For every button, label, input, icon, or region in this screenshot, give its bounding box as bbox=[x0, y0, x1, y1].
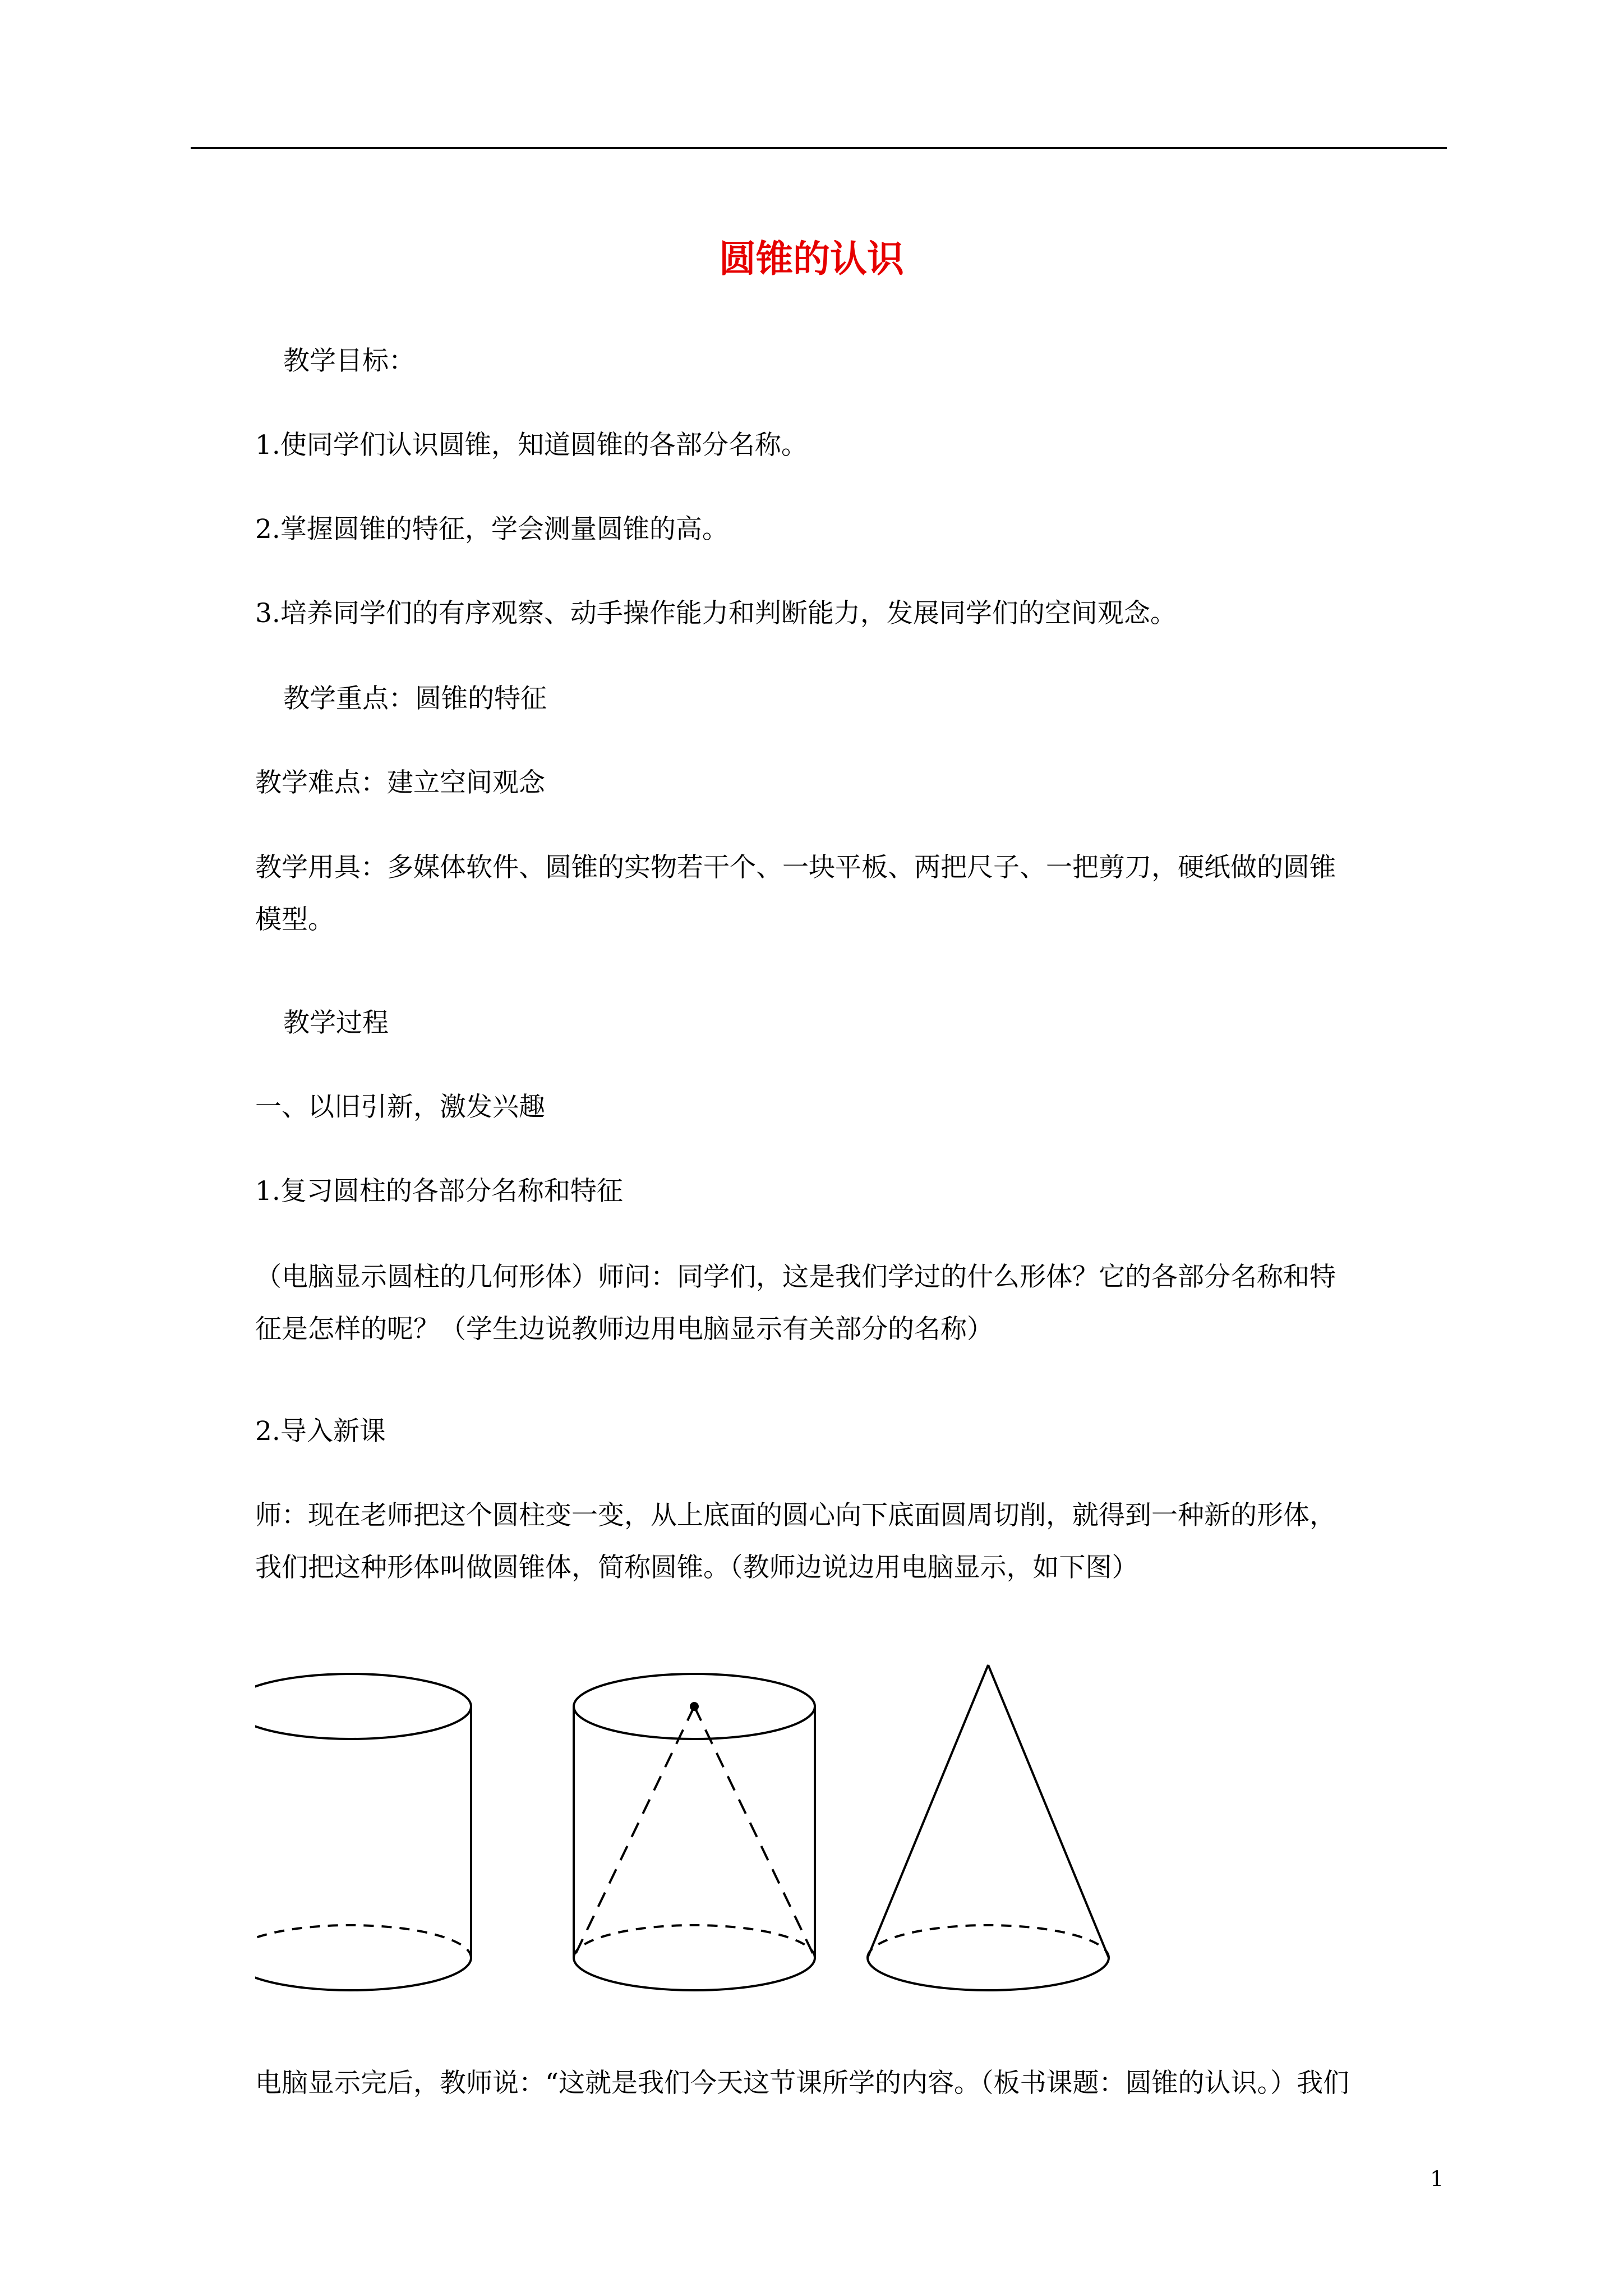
cylinder-figure bbox=[255, 1674, 471, 1990]
figure-cylinder-to-cone bbox=[255, 1660, 1152, 2008]
objectives-heading: 教学目标： bbox=[283, 346, 415, 376]
teaching-tools bbox=[255, 841, 1447, 946]
process-heading: 教学过程 bbox=[283, 1007, 389, 1038]
section-1-heading: 一、以旧引新，激发兴趣 bbox=[255, 1092, 545, 1122]
cone-figure bbox=[868, 1665, 1109, 1990]
intro-paragraph bbox=[255, 1489, 1447, 1594]
intro-line-1: 师：现在老师把这个圆柱变一变，从上底面的圆心向下底面圆周切削，就得到一种新的形体， bbox=[255, 1500, 1336, 1531]
cylinder-with-cone-figure bbox=[574, 1674, 815, 1990]
header-rule bbox=[191, 147, 1447, 149]
objective-2: 2.掌握圆锥的特征，学会测量圆锥的高。 bbox=[255, 514, 728, 545]
page-title: 圆锥的认识 bbox=[719, 237, 904, 280]
page-number: 1 bbox=[1430, 2166, 1444, 2191]
review-line-2: 征是怎样的呢？（学生边说教师边用电脑显示有关部分的名称） bbox=[255, 1314, 993, 1345]
difficult-point: 教学难点：建立空间观念 bbox=[255, 767, 545, 798]
objective-1: 1.使同学们认识圆锥，知道圆锥的各部分名称。 bbox=[255, 430, 808, 461]
objective-3: 3.培养同学们的有序观察、动手操作能力和判断能力，发展同学们的空间观念。 bbox=[255, 598, 1177, 629]
review-line-1: （电脑显示圆柱的几何形体）师问：同学们，这是我们学过的什么形体？它的各部分名称和特 bbox=[255, 1262, 1336, 1292]
intro-line-2: 我们把这种形体叫做圆锥体，简称圆锥。（教师边说边用电脑显示，如下图） bbox=[255, 1552, 1138, 1583]
key-point: 教学重点：圆锥的特征 bbox=[283, 683, 547, 714]
closing-paragraph: 电脑显示完后，教师说：“这就是我们今天这节课所学的内容。（板书课题：圆锥的认识。）我们 bbox=[255, 2068, 1350, 2099]
teaching-tools-line-1: 教学用具：多媒体软件、圆锥的实物若干个、一块平板、两把尺子、一把剪刀，硬纸做的圆锥 bbox=[255, 852, 1336, 883]
review-heading: 1.复习圆柱的各部分名称和特征 bbox=[255, 1176, 623, 1207]
intro-heading: 2.导入新课 bbox=[255, 1416, 386, 1447]
teaching-tools-line-2: 模型。 bbox=[255, 904, 334, 935]
review-paragraph bbox=[255, 1251, 1447, 1355]
